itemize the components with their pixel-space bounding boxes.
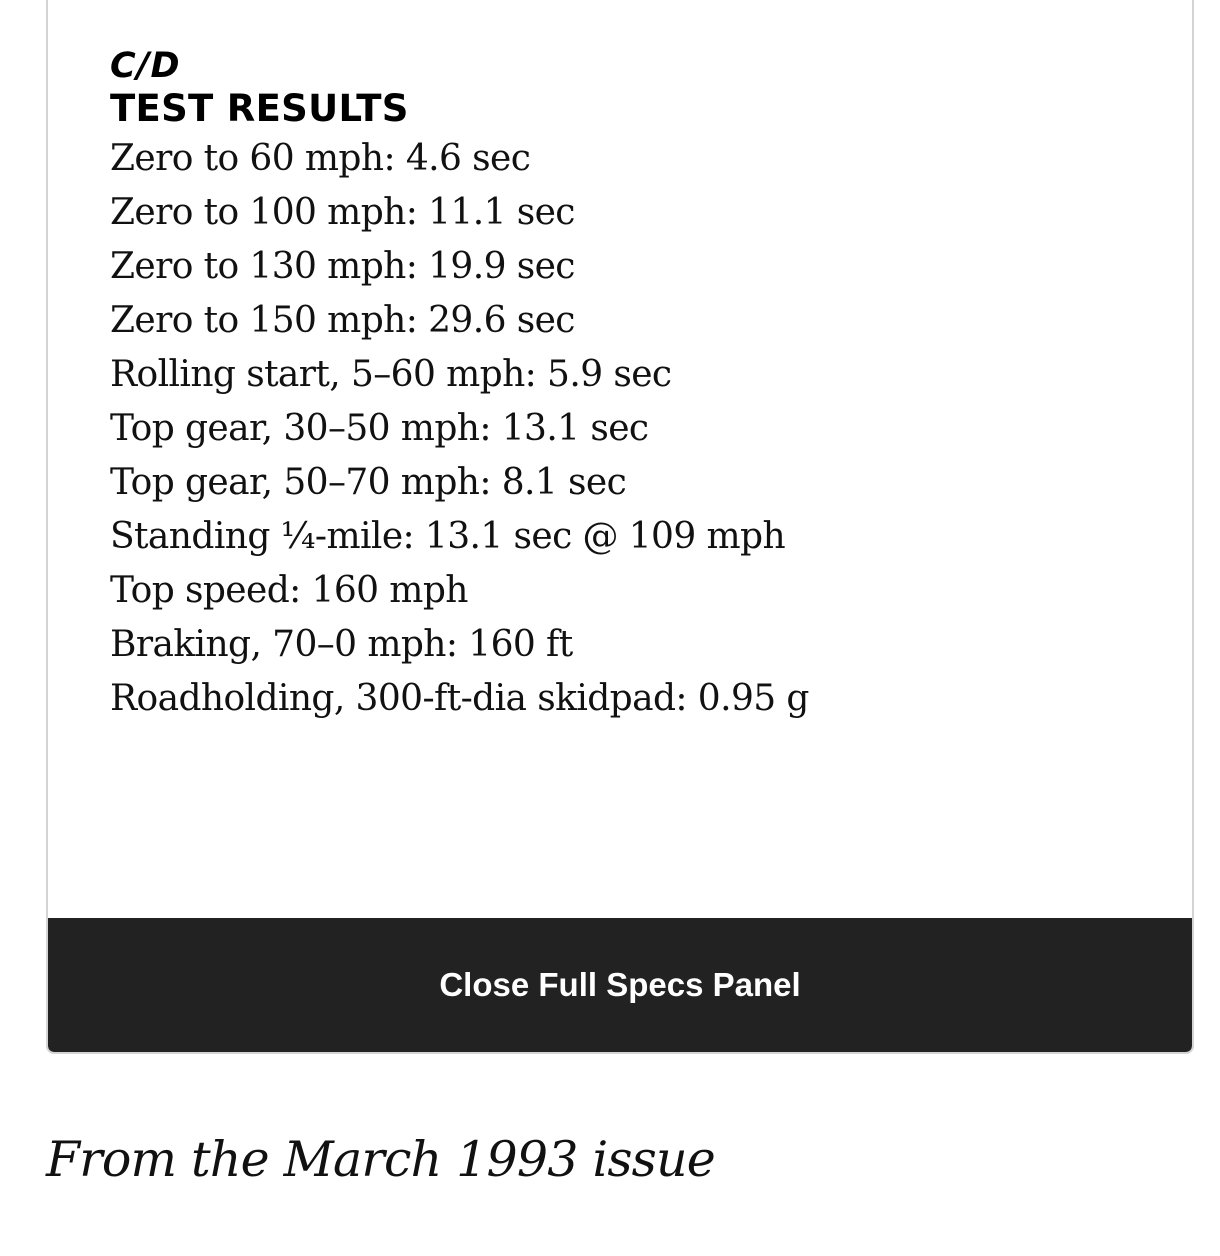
test-results-list [110, 132, 809, 726]
source-issue-note: From the March 1993 issue [46, 1131, 715, 1188]
result-zero-to-150: Zero to 150 mph: 29.6 sec [110, 300, 575, 341]
result-zero-to-60: Zero to 60 mph: 4.6 sec [110, 138, 531, 179]
result-braking: Braking, 70–0 mph: 160 ft [110, 624, 573, 665]
test-results-heading: TEST RESULTS [110, 87, 409, 130]
cd-brand-label: C/D [110, 46, 181, 86]
result-zero-to-130: Zero to 130 mph: 19.9 sec [110, 246, 575, 287]
close-full-specs-button[interactable]: Close Full Specs Panel [48, 918, 1192, 1052]
result-top-gear-30-50: Top gear, 30–50 mph: 13.1 sec [110, 408, 649, 449]
result-top-gear-50-70: Top gear, 50–70 mph: 8.1 sec [110, 462, 627, 503]
result-standing-quarter-mile: Standing ¼-mile: 13.1 sec @ 109 mph [110, 516, 786, 557]
full-specs-panel [46, 0, 1194, 1054]
result-zero-to-100: Zero to 100 mph: 11.1 sec [110, 192, 575, 233]
result-top-speed: Top speed: 160 mph [110, 570, 468, 611]
result-rolling-start: Rolling start, 5–60 mph: 5.9 sec [110, 354, 672, 395]
result-roadholding: Roadholding, 300-ft-dia skidpad: 0.95 g [110, 678, 809, 719]
